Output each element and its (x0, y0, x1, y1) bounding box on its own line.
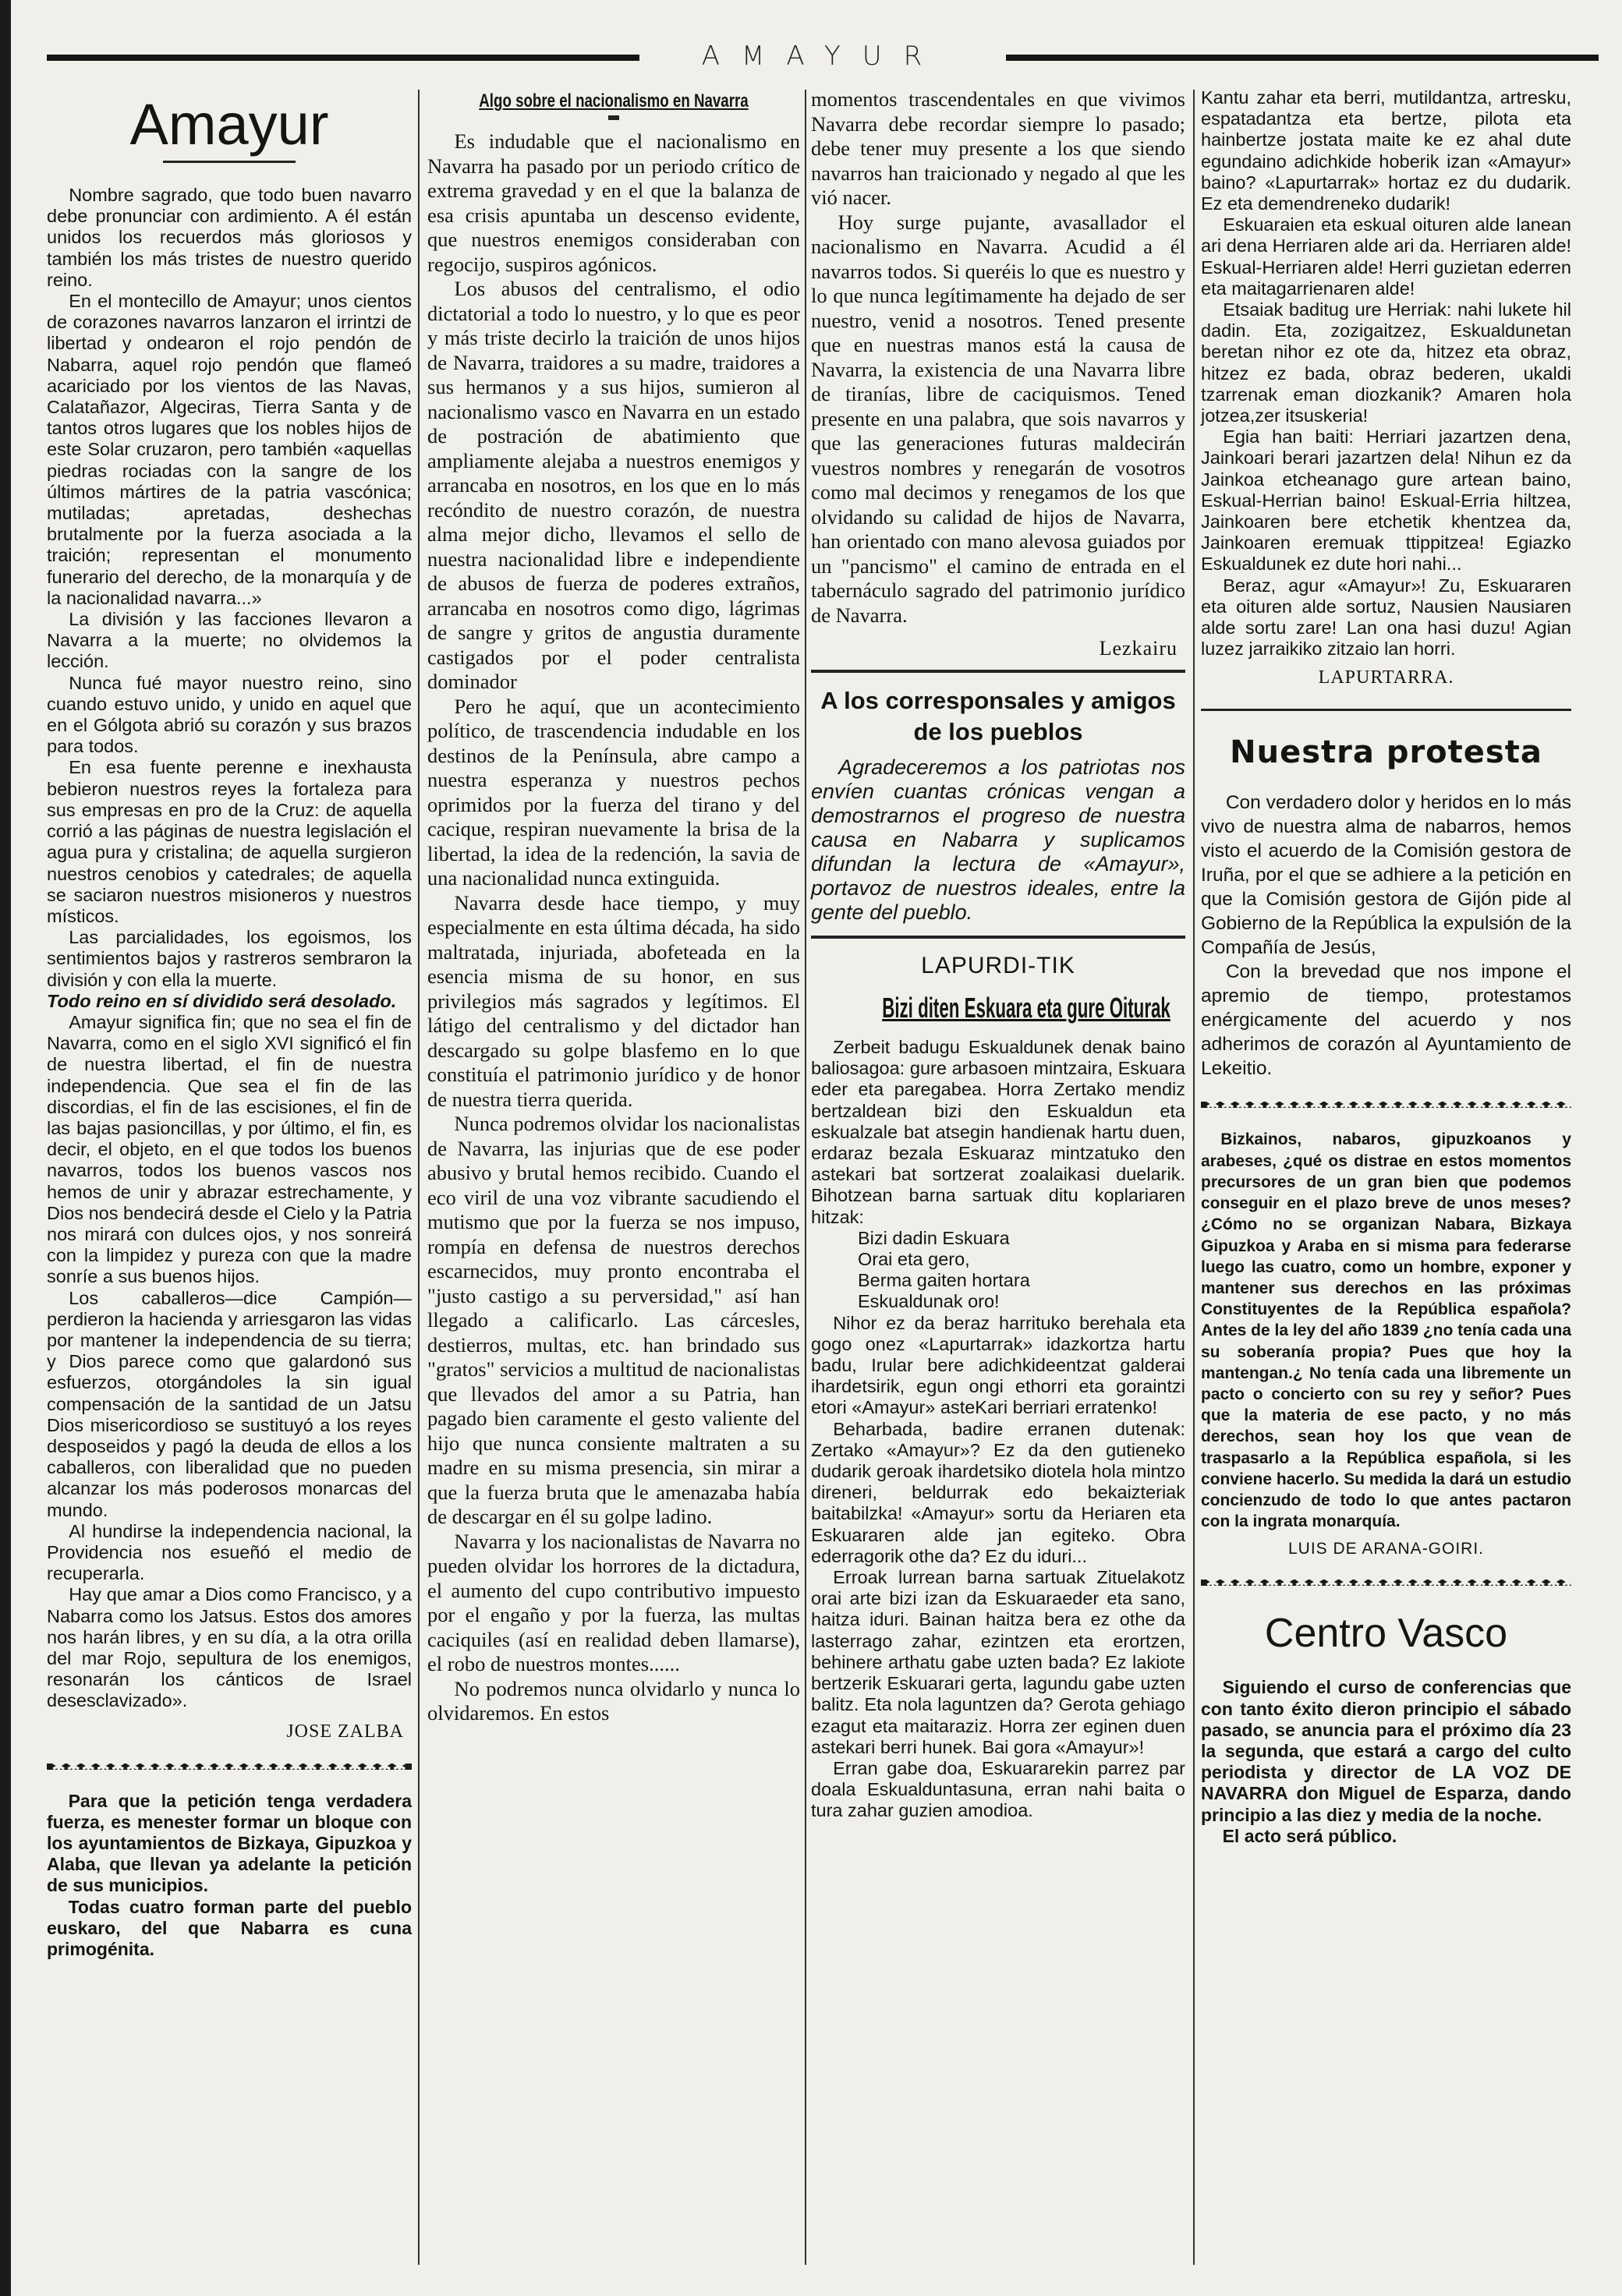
paragraph: El acto será público. (1222, 1825, 1397, 1846)
svg-text:✱: ✱ (1428, 1573, 1443, 1594)
svg-text:✱: ✱ (1280, 1095, 1294, 1116)
masthead-rule-right (1006, 55, 1599, 61)
svg-text:✱: ✱ (363, 1756, 377, 1777)
svg-text:✱: ✱ (1309, 1095, 1324, 1116)
svg-text:✱: ✱ (1235, 1095, 1250, 1116)
article-title-centro-vasco: Centro Vasco (1264, 1611, 1508, 1657)
signature-jose-zalba: JOSE ZALBA (286, 1721, 404, 1742)
article-title-protesta: Nuestra protesta (1230, 734, 1542, 771)
box-title: A los corresponsales y amigos de los pueblos (820, 687, 1176, 745)
column-4 (1201, 87, 1576, 2270)
svg-text:✱: ✱ (1206, 1573, 1220, 1594)
paragraph: Al hundirse la independencia nacional, la Providencia nos esueñó el medio de recuperarla. (47, 1520, 412, 1584)
paragraph: La división y las facciones llevaron a Navarra a la muerte; no olvidemos la lección. (47, 609, 412, 672)
star-divider (47, 1756, 412, 1777)
svg-text:✱: ✱ (1250, 1573, 1265, 1594)
column-divider (418, 90, 420, 2265)
paragraph: Con verdadero dolor y heridos en lo más vivo de nuestra alma de nabarros, hemos visto el acuerdo de la Comisión gestora de Iruña, por el que se adhiere a la petición en que la Comisión gestora de Gijón pide al Gobierno de la República la expulsión de la Compañía de Jesús, (1201, 792, 1571, 959)
svg-text:✱: ✱ (1457, 1573, 1472, 1594)
column-1 (47, 87, 412, 2270)
svg-text:✱: ✱ (81, 1756, 96, 1777)
svg-text:✱: ✱ (51, 1756, 66, 1777)
svg-text:✱: ✱ (1413, 1573, 1428, 1594)
svg-text:✱: ✱ (1502, 1095, 1517, 1116)
paragraph: Eskuaraien eta eskual oituren alde lanean ari dena Herriaren alde ari da. Herriaren alde! Eskual-Herriaren alde! Herri guzietan ederren eta maitagarrienaren alde! (1201, 214, 1571, 299)
svg-text:✱: ✱ (155, 1756, 170, 1777)
svg-text:✱: ✱ (200, 1756, 214, 1777)
svg-text:✱: ✱ (318, 1756, 333, 1777)
paragraph: Los caballeros—dice Campión—perdieron la hacienda y arriesgaron las vidas por mantener la independencia de su tierra; y Dios parece como que galardonó sus esfuerzos, otorgándoles la sin igual compensación de la santidad de un Jatsu Dios misericordioso se sustituyó a los reyes desposeidos y pagó la deuda de ellos a los caballeros, con liberalidad que no pueden alcanzar los más poderosos monarcas del mundo. (47, 1287, 412, 1520)
svg-text:✱: ✱ (1398, 1573, 1413, 1594)
svg-text:✱: ✱ (1546, 1573, 1561, 1594)
svg-text:✱: ✱ (1354, 1573, 1369, 1594)
svg-text:✱: ✱ (1472, 1095, 1487, 1116)
svg-text:✱: ✱ (96, 1756, 111, 1777)
poem-line: Berma gaiten hortara (858, 1270, 1030, 1291)
paragraph: Navarra desde hace tiempo, y muy especialmente en esta última década, ha sido maltratada, injuriada, abofeteada en la esencia misma de su honor, en sus privilegios más sagrados y legítimos. El látigo del centralismo y del dictador han descargado su golpe blasfemo en lo que constituía el patrimonio jurídico y de honor de nuestra tierra querida. (427, 890, 800, 1111)
column-divider (1193, 90, 1195, 2265)
svg-text:✱: ✱ (66, 1756, 81, 1777)
star-divider (1201, 1095, 1576, 1116)
paragraph: Siguiendo el curso de conferencias que con tanto éxito dieron principio el sábado pasado, se anuncia para el próximo día 23 la segunda, que estará a cargo del culto periodista y director de LA VOZ DE NAVARRA don Miguel de Esparza, dando principio a las diez y media de la noche. (1201, 1677, 1571, 1825)
svg-text:✱: ✱ (1250, 1095, 1265, 1116)
svg-text:✱: ✱ (229, 1756, 244, 1777)
poem-line: Orai eta gero, (858, 1249, 970, 1270)
svg-text:✱: ✱ (1383, 1095, 1398, 1116)
paragraph: Los abusos del centralismo, el odio dictatorial a todo lo nuestro, y lo que es peor y más triste decirlo la traición de unos hijos de Navarra, traidores a su madre, traidores a sus hermanos y a sus hijos, sumieron al nacionalismo vasco en Navarra en un estado de postración de abatimiento que ampliamente alejaba a nuestros enemigos y arrancaba en nosotros, en los que en lo más recóndito de nuestro corazón, de nuestra alma mejor dicho, llevamos el sello de nuestra nacionalidad libre e independiente de abusos de fuerza de poderes extraños, arrancaba en nosotros como digo, lágrimas de sangre y gritos de angustia duramente castigados por el poder centralista dominador (427, 277, 800, 693)
divider (1201, 709, 1571, 711)
paragraph: Hoy surge pujante, avasallador el nacionalismo en Navarra. Acudid a él navarros todos. Si queréis lo que es nuestro y lo que nunca legítimamente ha dejado de ser nuestro, venid a nosotros. Tened presente que en nuestras manos está la causa de Navarra, la existencia de una Navarra libre de tiranías, libre de caciquismos. Tened presente en una palabra, que sois navarros y que las generaciones futuras maldecirán vuestros nombres y renegarán de vosotros como mal decimos y renegamos de los que olvidando su calidad de hijos de Navarra, han orientado con mano alevosa guiados por un "pancismo" el camino de entrada en el tabernáculo sagrado del patrimonio jurídico de Navarra. (811, 210, 1185, 627)
paragraph: Egia han baiti: Herriari jazartzen dena, Jainkoari berari jazartzen dela! Nihun ez da Jainkoa etcheanago gure artean baino, Eskual-Herrian baino! Eskual-Erria hiltzea, Jainkoaren bere etchetik khentzea da, Jainkoaren eremuak ttippitzea! Egiazko Eskualdunek ez dute hori nahi... (1201, 426, 1571, 575)
svg-text:✱: ✱ (1532, 1095, 1546, 1116)
article-title-nacionalismo: Algo sobre el nacionalismo en Navarra (479, 90, 749, 111)
svg-text:✱: ✱ (1220, 1573, 1235, 1594)
paragraph: Erran gabe doa, Eskuararekin parrez par doala Eskualduntasuna, erran nahi baita o tura zahar guzien amodioa. (811, 1757, 1185, 1821)
svg-text:✱: ✱ (244, 1756, 259, 1777)
paragraph: Zerbeit badugu Eskualdunek denak baino baliosagoa: gure arbasoen mintzaira, Eskuara eder eta paregabea. Horra Zertako mendiz bertzaldean bizi den Eskualdun eta eskualzale bat atsegin handienak hartu duen, erdaraz bezala Eskuaraz mintzatuko den astekari bat sortzerat zoalaikasi duelarik. Bihotzean barna sartuak ditu koplariaren hitzak: (811, 1037, 1185, 1227)
paragraph: Nunca podremos olvidar los nacionalistas de Navarra, las injurias que de ese poder abusivo y brutal hemos recibido. Cuando el eco viril de una voz vibrante sacudiendo el mutismo que por la fuerza se nos impuso, rompía en defensa de nuestros derechos escarnecidos, muy pronto encontraba el "justo castigo a su perversidad," así han llegado a calificarlo. Las cárcesles, destierros, multas, etc. han brindado sus "gratos" servicios a multitud de nacionalistas que llevados del amor a su Patria, han pagado bien caramente el gesto valiente del hijo que nunca consiente maltraten a su madre en su misma presencia, sin mirar a que la fuerza bruta que le amenazaba había de descargar en él su golpe ladino. (427, 1112, 800, 1528)
svg-text:✱: ✱ (1324, 1573, 1339, 1594)
svg-text:✱: ✱ (111, 1756, 126, 1777)
svg-text:✱: ✱ (214, 1756, 229, 1777)
notice-paragraph: Todas cuatro forman parte del pueblo euskaro, del que Nabarra es cuna primogénita. (47, 1896, 412, 1960)
masthead-title: AMAYUR (701, 41, 944, 72)
article-title-amayur: Amayur (129, 92, 329, 157)
paragraph: En el montecillo de Amayur; unos cientos de corazones navarros lanzaron el irrintzi de libertad y ondearon el rojo pendón de Nabarra, aquel rojo pendón que flameó acariciado por los vientos de las Navas, Calatañazor, Algeciras, Tierra Santa y de tantos otros lugares que los nobles hijos de este Solar cruzaron, pero también «aquellas piedras rociadas con la sangre de los últimos mártires de la patria vascónica; mutiladas; apretadas, deshechas brutalmente por la fuerza asociada a la traición; representan el monumento funerario del derecho, de la monarquía y de la nacionalidad navarra...» (47, 291, 412, 608)
svg-text:✱: ✱ (1398, 1095, 1413, 1116)
paragraph: Etsaiak baditug ure Herriak: nahi lukete hil dadin. Eta, zozigaitzez, Eskualdunetan beretan nihor ez ote da, hitzez eta obraz, hitzez ez bada, obraz bederen, ukaldi tzarrenak eman diozkanik? Amaren hola jotzea,zer itsuskeria! (1201, 299, 1571, 426)
paragraph: Nihor ez da beraz harrituko berehala eta gogo onez «Lapurtarrak» idazkortza hartu badu, Irular bere adichkideentzat galderai ihardetsirik, egun ongi ethorri eta goraintzi etori «Amayur» asteKari berriari erratenko! (811, 1312, 1185, 1418)
svg-text:✱: ✱ (140, 1756, 155, 1777)
svg-text:✱: ✱ (1280, 1573, 1294, 1594)
svg-text:✱: ✱ (274, 1756, 289, 1777)
correspondents-box (811, 670, 1185, 939)
paragraph: Hay que amar a Dios como Francisco, y a Nabarra como los Jatsus. Estos dos amores nos harán libres, y en su día, a la otra orilla del mar Rojo, sepultura de los enemigos, resonarán los cánticos de Israel desesclavizado». (47, 1584, 412, 1711)
masthead-rule-left (47, 55, 639, 61)
svg-text:✱: ✱ (1339, 1095, 1354, 1116)
svg-text:✱: ✱ (259, 1756, 274, 1777)
svg-text:✱: ✱ (289, 1756, 303, 1777)
masthead (47, 41, 1599, 72)
svg-text:✱: ✱ (392, 1756, 407, 1777)
svg-text:✱: ✱ (1428, 1095, 1443, 1116)
svg-text:✱: ✱ (1383, 1573, 1398, 1594)
ornament (608, 115, 619, 120)
svg-text:✱: ✱ (185, 1756, 200, 1777)
svg-text:✱: ✱ (333, 1756, 348, 1777)
poem-line: Eskualdunak oro! (858, 1291, 1000, 1312)
svg-text:✱: ✱ (303, 1756, 318, 1777)
paragraph: Erroak lurrean barna sartuak Zituelakotz orai arte bizi izan da Eskuaraeder eta sano, haitza iduri. Bainan haitza bera ez othe da lasterrago zahar, ezintzen eta erortzen, behinere arthatu gabe uzten bada? Ez lakiote bertzerik Eskuarari gerta, lagundu gabe uzten balitz. Eta nola laguntzen da? Gerota gehiago ezagut eta maitaraziz. Horra zer eginen duen astekari berri hunek. Bai gora «Amayur»! (811, 1567, 1185, 1757)
svg-text:✱: ✱ (1235, 1573, 1250, 1594)
svg-text:✱: ✱ (1206, 1095, 1220, 1116)
italic-quote: Todo reino en sí dividido será desolado. (47, 990, 397, 1011)
svg-text:✱: ✱ (348, 1756, 363, 1777)
svg-text:✱: ✱ (1265, 1573, 1280, 1594)
svg-text:✱: ✱ (1324, 1095, 1339, 1116)
svg-text:✱: ✱ (1561, 1573, 1576, 1594)
svg-text:✱: ✱ (1354, 1095, 1369, 1116)
svg-text:✱: ✱ (1220, 1095, 1235, 1116)
svg-text:✱: ✱ (1294, 1095, 1309, 1116)
paragraph: Beharbada, badire erranen dutenak: Zertako «Amayur»? Ez da den gutieneko dudarik geroak ihardetsiko diotela hola mintzo direneri, beldurrak edo bekaizteriak baitabilzka! «Amayur» sortu da Heriaren eta Eskuararen alde jan egiteko. Obra ederragorik othe da? Ez du iduri... (811, 1418, 1185, 1566)
paragraph: Nombre sagrado, que todo buen navarro debe pronunciar con ardimiento. A él están unidos los recuerdos más gloriosos y también los más tristes de nuestro querido reino. (47, 185, 412, 290)
box-text: Agradeceremos a los patriotas nos envíen cuantas crónicas vengan a demostrarnos el progreso de nuestra causa en Nabarra y suplicamos difundan la lectura de «Amayur», portavoz de nuestros ideales, entre la gente del pueblo. (811, 755, 1185, 924)
paragraph: momentos trascendentales en que vivimos Navarra debe recordar siempre lo pasado; debe tener muy presente a los que siendo navarros han traicionado y negado al que les vió nacer. (811, 87, 1185, 209)
svg-text:✱: ✱ (377, 1756, 392, 1777)
svg-text:✱: ✱ (1546, 1095, 1561, 1116)
paragraph: Las parcialidades, los egoismos, los sentimientos bajos y rastreros sembraron la división y con ella la muerte. (47, 927, 412, 990)
svg-text:✱: ✱ (1502, 1573, 1517, 1594)
paragraph: Kantu zahar eta berri, mutildantza, artresku, espatadantza eta bertze, pilota eta hainbertze jostata maite ke ez ahal dute egundaino adichkide hoberik izan «Amayur» baino? «Lapurtarrak» hortaz ez du dudarik. Ez eta demendreneko dudarik! (1201, 87, 1571, 214)
svg-text:✱: ✱ (1309, 1573, 1324, 1594)
svg-text:✱: ✱ (1457, 1095, 1472, 1116)
svg-text:✱: ✱ (126, 1756, 140, 1777)
svg-text:✱: ✱ (1339, 1573, 1354, 1594)
svg-text:✱: ✱ (1517, 1573, 1532, 1594)
column-2 (427, 87, 800, 2270)
svg-text:✱: ✱ (1532, 1573, 1546, 1594)
paragraph: Amayur significa fin; que no sea el fin de Navarra, como en el siglo XVI significó el fin de nuestra libertad, el fin de nuestra independencia. Que sea el fin de las discordias, el fin de las escisiones, el fin de las bajas pasioncillas, y por último, el fin, es decir, el objeto, en el que todos los buenos navarros, todos los buenos vascos nos hemos de unir y abrazar estrechamente, y Dios nos bendecirá desde el Cielo y la Patria nos mirará con dulces ojos, y nos sonreirá con la limpidez y pureza con que la madre sonríe a sus buenos hijos. (47, 1011, 412, 1287)
svg-text:✱: ✱ (170, 1756, 185, 1777)
svg-text:✱: ✱ (1487, 1573, 1502, 1594)
svg-text:✱: ✱ (1517, 1095, 1532, 1116)
svg-text:✱: ✱ (1369, 1095, 1383, 1116)
paragraph: Pero he aquí, que un acontecimiento político, de trascendencia indudable en los destinos de la Península, abre campo a nuestra esperanza y nuestros pechos oprimidos por la fuerza del tirano y del cacique, respiran nuevamente la brisa de la libertad, la idea de la redención, la savia de una nacionalidad nunca extinguida. (427, 694, 800, 890)
paragraph: Beraz, agur «Amayur»! Zu, Eskuararen eta oituren alde sortuz, Nausien Nausiaren alde sortu zare! Lan ona hasi duzu! Agian luzez jarraikiko zitzaio lan horri. (1201, 575, 1571, 660)
column-3 (811, 87, 1185, 2270)
appeal-paragraph: Bizkainos, nabaros, gipuzkoanos y arabeses, ¿qué os distrae en estos momentos precursores de un gran bien que podemos conseguir en el plazo breve de unos meses? ¿Cómo no se organizan Nabara, Bizkaya Gipuzkoa y Araba en si misma para federarse luego las cuatro, como un hombre, exponer y mantener sus derechos en las próximas Constituyentes de la República española? Antes de la ley del año 1839 ¿no tenía cada una su soberanía propia? Pues que hoy la mantengan.¿ No tenía cada una libremente un pacto o concierto con su rey y señor? Pues que la materia de ese pacto, y no más derechos, sean hoy los que vean de traspasarlo a la República española, si les conviene hacerlo. Su medida la dará un estudio concienzudo de todo lo que antes pactaron con la ingrata monarquía. (1201, 1130, 1571, 1531)
star-divider (1201, 1573, 1576, 1594)
column-divider (805, 90, 806, 2265)
paragraph: Navarra y los nacionalistas de Navarra no pueden olvidar los horrores de la dictadura, el aumento del cupo contributivo impuesto por el engaño y por la fuerza, las multas caciquiles (así en realidad deben llamarse), el robo de nuestros montes...... (427, 1529, 800, 1675)
svg-text:✱: ✱ (1413, 1095, 1428, 1116)
svg-text:✱: ✱ (1443, 1573, 1457, 1594)
title-underline (163, 161, 296, 163)
poem-line: Bizi dadin Eskuara (858, 1227, 1010, 1248)
paragraph: En esa fuente perenne e inexhausta bebieron nuestros reyes la fortaleza para sus empresas en pro de la Cruz: de aquella corrió a las páginas de nuestra legislación el agua pura y cristalina; de aquella surgieron nuestros cenobios y catedrales; de aquella se saciaron nuestros misioneros y nuestros místicos. (47, 757, 412, 926)
svg-text:✱: ✱ (1487, 1095, 1502, 1116)
notice-paragraph: Para que la petición tenga verdadera fuerza, es menester formar un bloque con los ayuntamientos de Bizkaya, Gipuzkoa y Alaba, que llevan ya adelante la petición de sus municipios. (47, 1790, 412, 1896)
paragraph: Es indudable que el nacionalismo en Navarra ha pasado por un periodo crítico de extrema gravedad y en el que la balanza de esa crisis apuntaba un descenso evidente, que nuestros enemigos consideraban con regocijo, suspiros agónicos. (427, 129, 800, 276)
article-title-bizi-diten: Bizi diten Eskuara eta gure Oiturak (882, 992, 1170, 1024)
svg-text:✱: ✱ (1472, 1573, 1487, 1594)
signature-lapurtarra: LAPURTARRA. (1318, 667, 1454, 688)
svg-text:✱: ✱ (1561, 1095, 1576, 1116)
signature-arana-goiri: LUIS DE ARANA-GOIRI. (1287, 1540, 1485, 1558)
svg-text:✱: ✱ (1294, 1573, 1309, 1594)
paragraph: No podremos nunca olvidarlo y nunca lo olvidaremos. En estos (427, 1676, 800, 1725)
paragraph: Con la brevedad que nos impone el apremio de tiempo, protestamos enérgicamente del acuerdo y nos adherimos de corazón al Ayuntamiento de Lekeitio. (1201, 961, 1571, 1080)
signature-lezkairu: Lezkairu (1099, 637, 1178, 660)
binding-edge (0, 0, 11, 2296)
section-lapurdi-tik: LAPURDI-TIK (921, 953, 1075, 978)
svg-text:✱: ✱ (1443, 1095, 1457, 1116)
svg-text:✱: ✱ (1265, 1095, 1280, 1116)
svg-text:✱: ✱ (1369, 1573, 1383, 1594)
paragraph: Nunca fué mayor nuestro reino, sino cuando estuvo unido, y unido en aquel que en el Gólgota abrió su corazón y sus brazos para todos. (47, 672, 412, 757)
